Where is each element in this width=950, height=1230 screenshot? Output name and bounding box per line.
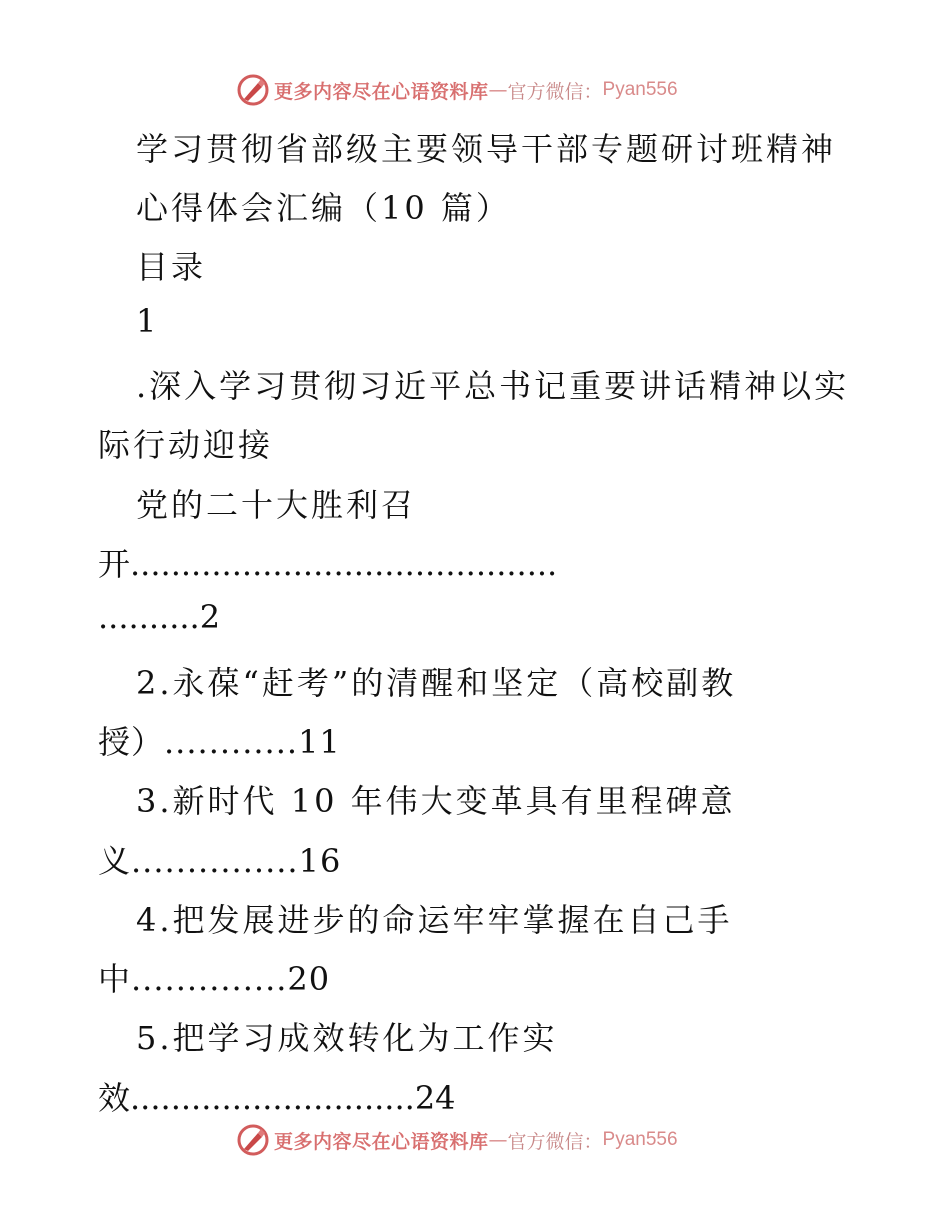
toc-line-10: 义...............16 [98, 842, 342, 880]
document-title-line-1: 学习贯彻省部级主要领导干部专题研讨班精神 [136, 130, 837, 168]
banner-separator: — [488, 79, 508, 101]
banner-text: 更多内容尽在心语资料库 [274, 1130, 489, 1153]
toc-line-8: 授）............11 [98, 723, 341, 761]
toc-line-3: 际行动迎接 [98, 426, 274, 464]
toc-line-7: 2.永葆“赶考”的清醒和坚定（高校副教 [136, 664, 737, 702]
banner-text: 更多内容尽在心语资料库 [274, 80, 489, 103]
toc-line-6: ..........2 [98, 598, 221, 636]
toc-line-4: 党的二十大胜利召 [136, 486, 417, 524]
toc-line-1: 1 [136, 302, 160, 340]
header-watermark-banner [236, 72, 716, 108]
banner-wechat-label: 官方微信： [507, 1130, 603, 1153]
toc-line-5: 开.......................................... [98, 545, 558, 583]
document-title-line-2: 心得体会汇编（10 篇） [136, 189, 511, 227]
toc-line-11: 4.把发展进步的命运牢牢掌握在自己手 [136, 901, 733, 939]
banner-wechat-id: Pyan556 [602, 1129, 678, 1150]
toc-line-12: 中..............20 [98, 960, 331, 998]
toc-heading: 目录 [136, 248, 207, 286]
toc-line-2: .深入学习贯彻习近平总书记重要讲话精神以实 [136, 367, 850, 405]
toc-line-14: 效............................24 [98, 1079, 456, 1117]
banner-wechat-label: 官方微信： [507, 80, 603, 103]
footer-watermark-banner [236, 1122, 716, 1158]
banner-separator: — [488, 1129, 508, 1151]
pen-logo-icon [236, 73, 270, 107]
banner-wechat-id: Pyan556 [602, 79, 678, 100]
toc-line-13: 5.把学习成效转化为工作实 [136, 1019, 558, 1057]
pen-logo-icon [236, 1123, 270, 1157]
toc-line-9: 3.新时代 10 年伟大变革具有里程碑意 [136, 782, 736, 820]
